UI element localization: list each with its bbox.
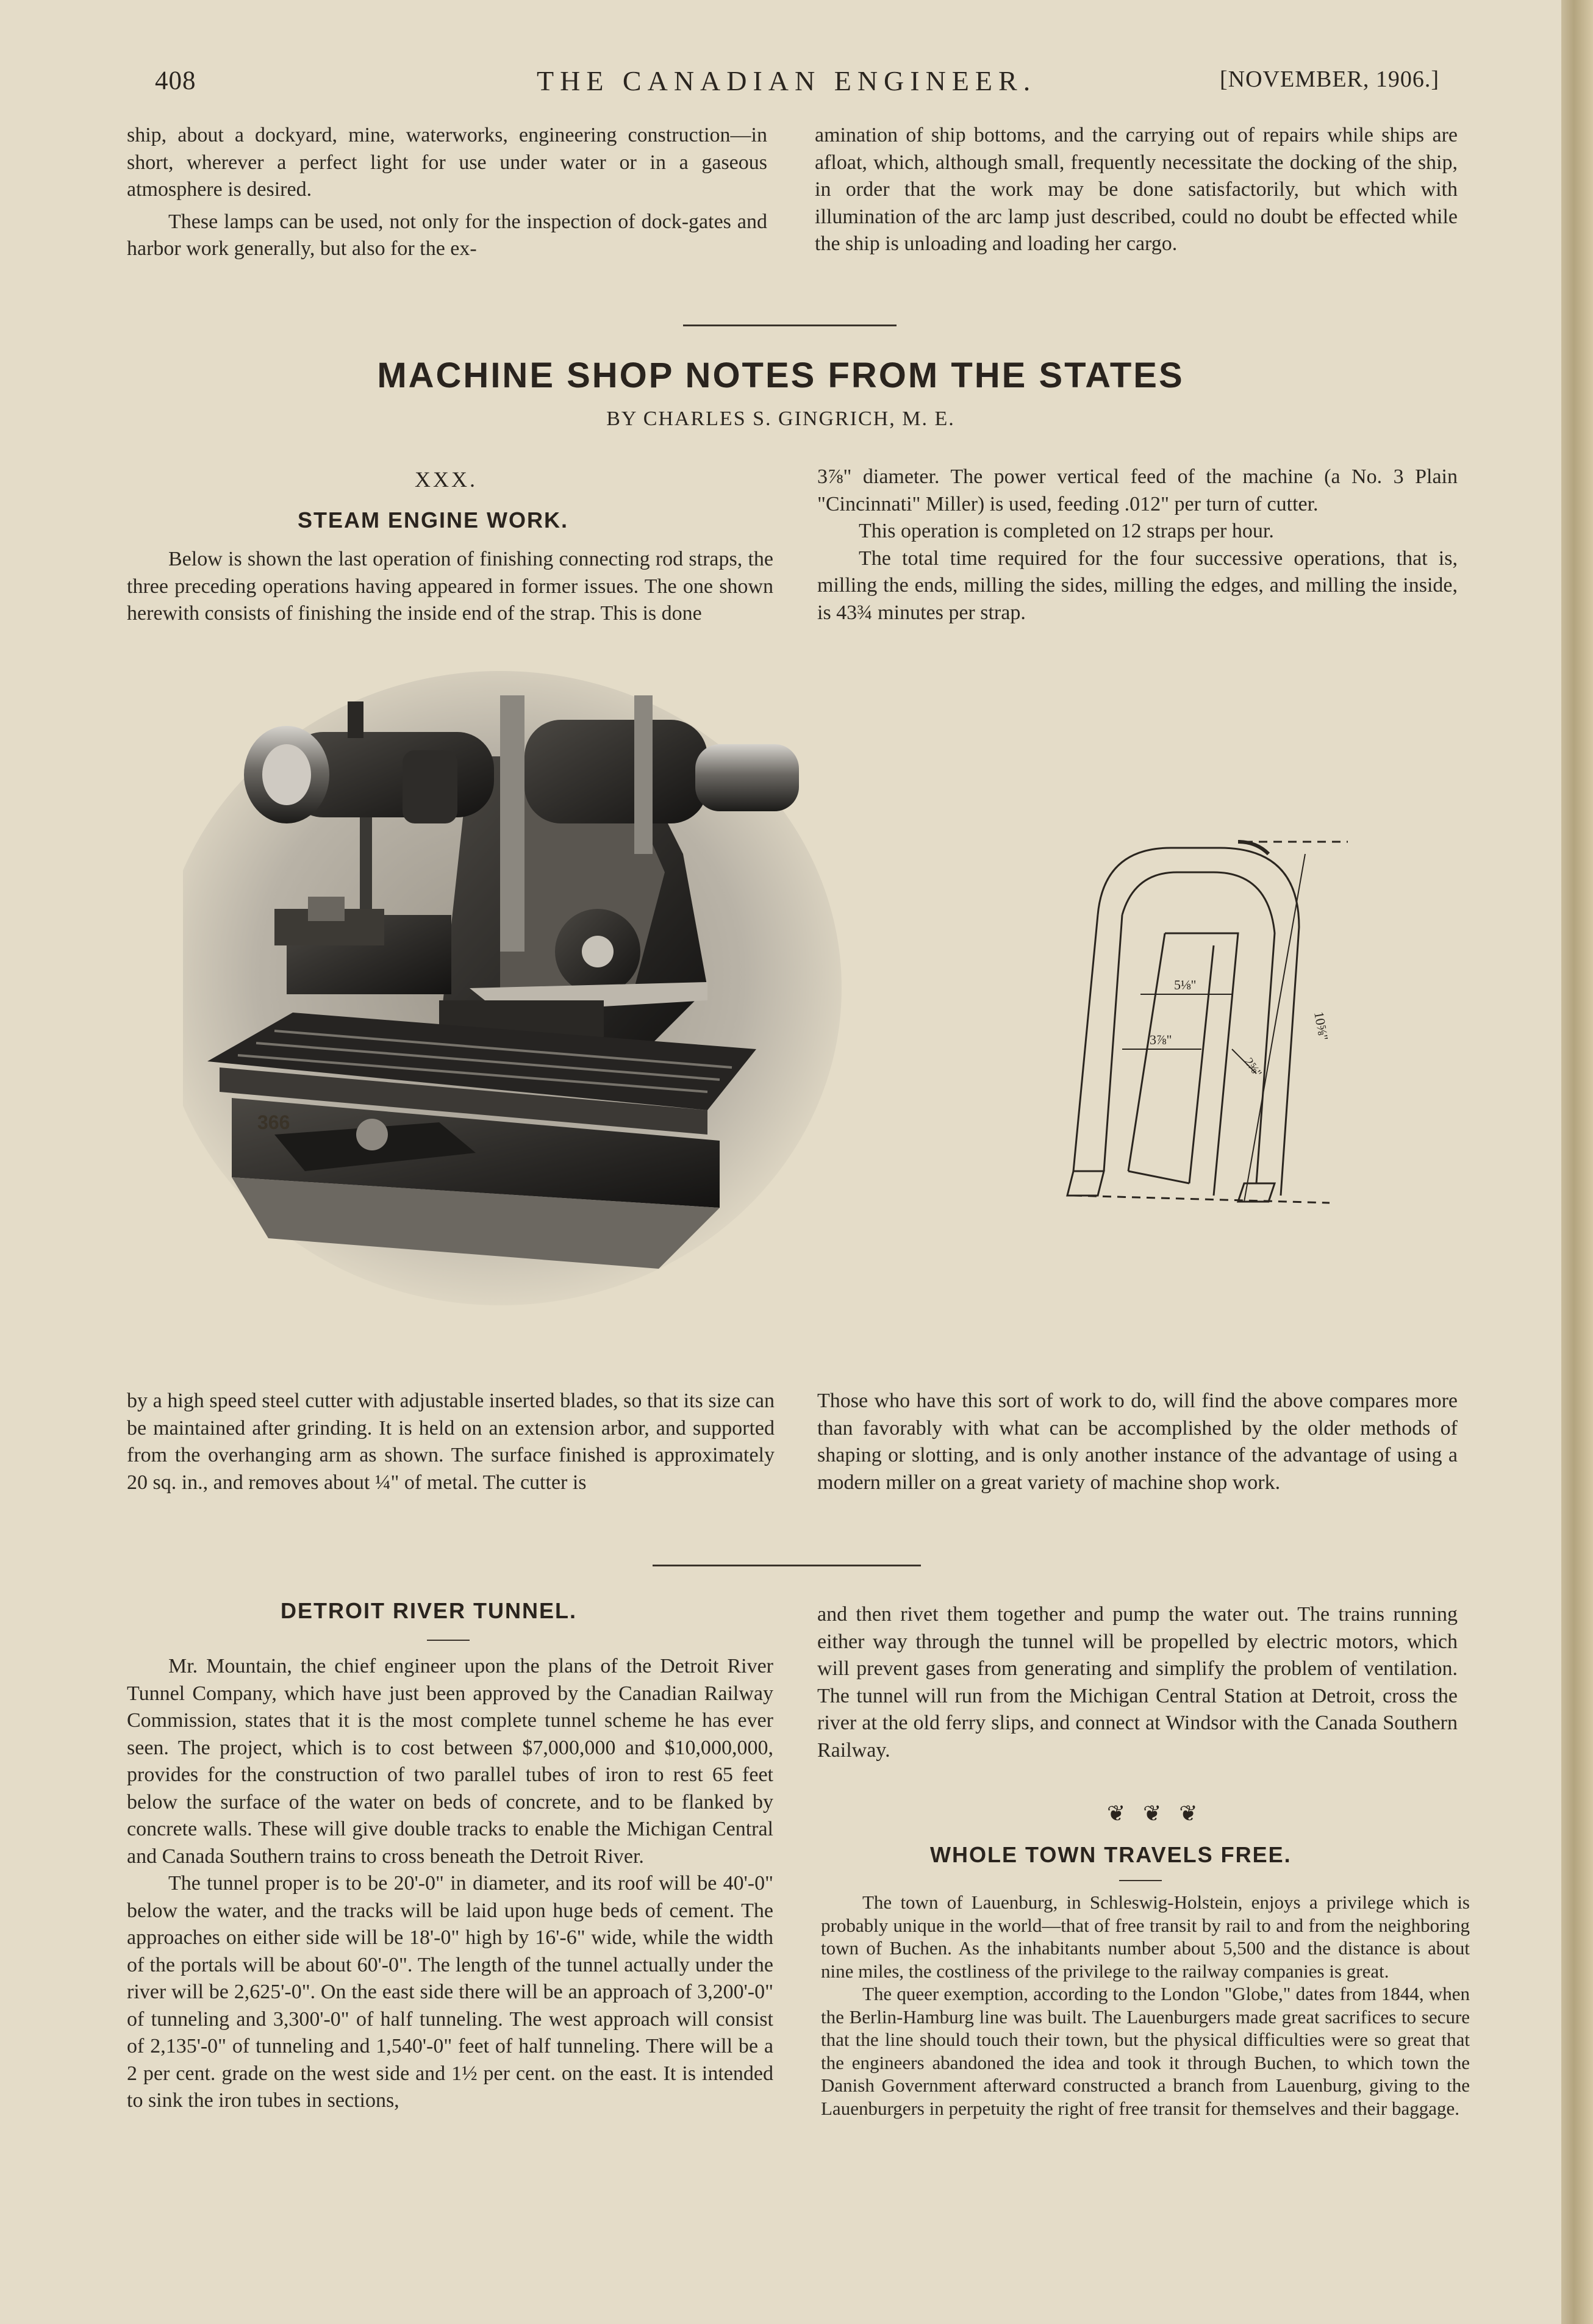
milling-machine-photo — [183, 671, 842, 1330]
diagram-label-lower-width: 3⅞" — [1150, 1032, 1172, 1047]
strap-diagram — [1037, 830, 1415, 1220]
paragraph: ship, about a dockyard, mine, waterworks, engineering construction—in short, wherever a perfect light for use under water or in a gaseous atmosphere is desired. — [127, 124, 767, 201]
paragraph: These lamps can be used, not only for the inspection of dock-gates and harbor work generally, but also for the ex- — [127, 210, 767, 260]
paragraph: The queer exemption, according to the London "Globe," dates from 1844, when the Berlin-Hamburg line was built. The Lauenburgers made great sacrifices to secure that the line should touch their town, but the physical difficulties were so great that the engineers abandoned the idea and took it through Buchen, to which town the Danish Government afterward constructed a branch from Lauenburg, giving to the Lauenburgers in perpetuity the right of free transit for themselves and their baggage. — [821, 1983, 1470, 2119]
article-right-bottom-column — [817, 1388, 1458, 1496]
connecting-rod-strap-drawing — [1037, 830, 1415, 1220]
part-number: XXX. — [415, 467, 478, 492]
section-ornament: ❦ ❦ ❦ — [1107, 1801, 1204, 1826]
paragraph: Below is shown the last operation of finishing connecting rod straps, the three preceding operations having appeared in former issues. The one shown herewith consists of finishing the inside end of the strap. This is done — [127, 548, 773, 625]
paragraph: and then rivet them together and pump the water out. The trains running either way through the tunnel will be propelled by electric motors, which will prevent gases from generating and simplify the problem of ventilation. The tunnel will run from the Michigan Central Station at Detroit, cross the river at the old ferry slips, and connect at Windsor with the Canada Southern Railway. — [817, 1603, 1458, 1762]
paragraph: The tunnel proper is to be 20'-0" in diameter, and its roof will be 40'-0" below the water, and the tracks will be laid upon huge beds of cement. The approaches on either side will be 18'-0" high by 16'-6" wide, while the width of the portals will be about 60'-0". The length of the tunnel actually under the river will be 2,625'-0". On the east side there will be an approach of 3,200'-0" of tunneling and 3,300'-0" of half tunneling. The west approach will consist of 2,135'-0" of tunneling and 1,540'-0" feet of half tunneling. There will be a 2 per cent. grade on the west side and 1½ per cent. on the east. It is intended to sink the iron tubes in sections, — [127, 1872, 773, 2112]
paragraph: The town of Lauenburg, in Schleswig-Holstein, enjoys a privilege which is probably unique in the world—that of free transit by rail to and from the neighboring town of Buchen. As the inhabitants number about 5,500 and the distance is about nine miles, the costliness of the privilege to the railway companies is great. — [821, 1892, 1470, 1982]
tunnel-left-column — [127, 1653, 773, 2115]
issue-date: [NOVEMBER, 1906.] — [1220, 66, 1440, 92]
tunnel-right-column — [817, 1601, 1458, 1764]
article-byline: BY CHARLES S. GINGRICH, M. E. — [606, 407, 955, 430]
paragraph: amination of ship bottoms, and the carrying out of repairs while ships are afloat, which, although small, frequently necessitate the docking of the ship, in order that the work may be done satisfactorily, but which with illumination of the arc lamp just described, could no doubt be effected while the ship is unloading and loading her cargo. — [815, 124, 1458, 255]
section-divider — [683, 325, 897, 326]
paragraph: The total time required for the four successive operations, that is, milling the ends, milling the sides, milling the edges, and milling the inside, is 43¾ minutes per strap. — [817, 547, 1458, 624]
diagram-label-height: 10⅝" — [1311, 1010, 1331, 1042]
top-right-column — [815, 122, 1458, 258]
paragraph: Mr. Mountain, the chief engineer upon the plans of the Detroit River Tunnel Company, which have just been approved by the Canadian Railway Commission, states that it is the most complete tunnel scheme he has ever seen. The project, which is to cost between $7,000,000 and $10,000,000, provides for the construction of two parallel tubes of iron to rest 65 feet below the surface of the water on beds of concrete, and to be flanked by concrete walls. These will give double tracks to enable the Michigan Central and Canada Southern trains to cross beneath the Detroit River. — [127, 1655, 773, 1868]
page-edge — [1561, 0, 1593, 2324]
milling-machine-illustration — [183, 671, 842, 1330]
paragraph: This operation is completed on 12 straps per hour. — [859, 520, 1274, 542]
top-left-column — [127, 122, 767, 263]
page-number: 408 — [155, 66, 196, 95]
article-left-top-column — [127, 546, 773, 628]
title-underline — [427, 1640, 470, 1641]
article-title: MACHINE SHOP NOTES FROM THE STATES — [377, 356, 1184, 395]
title-underline — [1119, 1880, 1162, 1881]
paragraph: 3⅞" diameter. The power vertical feed of the machine (a No. 3 Plain "Cincinnati" Miller) is used, feeding .012" per turn of cutter. — [817, 465, 1458, 515]
town-title: WHOLE TOWN TRAVELS FREE. — [930, 1842, 1292, 1867]
diagram-label-side: 2⅝" — [1241, 1055, 1264, 1080]
paragraph: Those who have this sort of work to do, will find the above compares more than favorably with what can be accomplished by the older methods of shaping or slotting, and is only another instance of the advantage of using a modern miller on a great variety of machine shop work. — [817, 1390, 1458, 1494]
article-subtitle: STEAM ENGINE WORK. — [298, 507, 569, 533]
journal-title: THE CANADIAN ENGINEER. — [537, 65, 1037, 96]
paragraph: by a high speed steel cutter with adjustable inserted blades, so that its size can be maintained after grinding. It is held on an extension arbor, and supported from the overhanging arm as shown. The surface finished is approximately 20 sq. in., and removes about ¼" of metal. The cutter is — [127, 1390, 775, 1494]
figure-number: 366 — [257, 1111, 290, 1133]
article-right-top-column — [817, 464, 1458, 626]
article-left-bottom-column — [127, 1388, 775, 1496]
town-column — [821, 1891, 1470, 2120]
section-divider — [653, 1565, 921, 1566]
diagram-label-inner-width: 5⅛" — [1174, 977, 1197, 992]
tunnel-title: DETROIT RIVER TUNNEL. — [281, 1598, 578, 1623]
